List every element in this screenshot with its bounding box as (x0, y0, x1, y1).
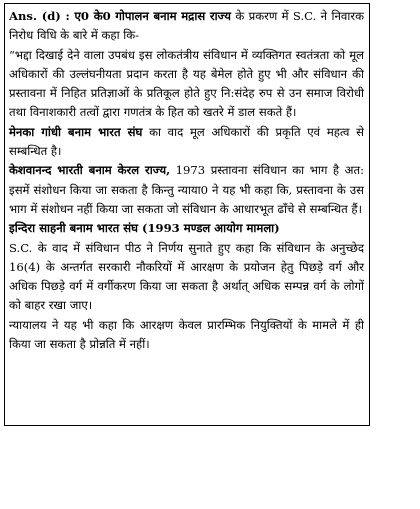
paragraph-text: S.C. के वाद में संविधान पीठ ने निर्णय सुनाते हुए कहा कि संविधान के अनुच्छेद 16(4) के अन्तर्गत सरकारी नौकरियों में आरक्षण के प्रयोजन हेतु पिछड़े वर्ग और अधिक पिछड़े वर्ग में वर्गीकरण किया जा सकता है अर्थात् अधिक सम्पन्न वर्ग के लोगों को बाहर रखा जाए। (9, 240, 364, 313)
paragraph-text: का वाद मूल अधिकारों की प्रकृति एवं महत्व से सम्बन्धित है। (9, 124, 364, 159)
paragraph-text: “भद्दा दिखाई देने वाला उपबंध इस लोकतंत्रीय संविधान में व्यक्तिगत स्वतंत्रता को मूल अधिकारों की उल्लंघनीयता प्रदान करता है यह बेमेल होते हुए भी और संविधान की प्रस्तावना में निहित प्रतिज्ञाओं के प्रतिकूल होते हुए नि:संदेह रुप से उन समाज विरोधी तथा विनाशकारी तत्वों द्वारा गणतंत्र के हित को खतरे में डाल सकते हैं। (9, 47, 364, 120)
answer-label: Ans. (d) : (9, 9, 75, 23)
case-heading-kesavananda: केशवानन्द भारती बनाम केरल राज्य, (9, 163, 171, 178)
paragraph-court-reservation (9, 316, 364, 355)
case-heading-gopalan: ए0 के0 गोपालन बनाम मद्रास राज्य (74, 9, 231, 23)
paragraph-maneka (9, 123, 364, 162)
paragraph-text: 1973 प्रस्तावना संविधान का भाग है अत: इसमें संशोधन किया जा सकता है किन्तु न्याया0 ने यह भी कहा कि, प्रस्तावना के उस भाग में संशोधन नहीं किया जा सकता जो संविधान के आधारभूत ढाँचे से सम्बन्धित हैं। (9, 163, 364, 216)
paragraph-indira-body (9, 239, 364, 316)
paragraph-indira-heading (9, 219, 364, 238)
case-heading-maneka: मेनका गांधी बनाम भारत संघ (9, 124, 143, 139)
paragraph-text: के प्रकरण में S.C. ने निवारक निरोध विधि के बारे में कहा कि- (9, 9, 364, 43)
paragraph-text: न्यायालय ने यह भी कहा कि आरक्षण केवल प्रारम्भिक नियुक्तियों के मामले में ही किया जा सकता है प्रोन्नति में नहीं। (9, 317, 364, 352)
paragraph-quote (9, 46, 364, 123)
paragraph-kesavananda (9, 161, 364, 219)
case-heading-indira-sawhney: इन्दिरा साहनी बनाम भारत संघ (1993 मण्डल आयोग मामला) (9, 221, 280, 236)
paragraph-answer-intro (9, 7, 364, 46)
answer-document (4, 3, 370, 426)
